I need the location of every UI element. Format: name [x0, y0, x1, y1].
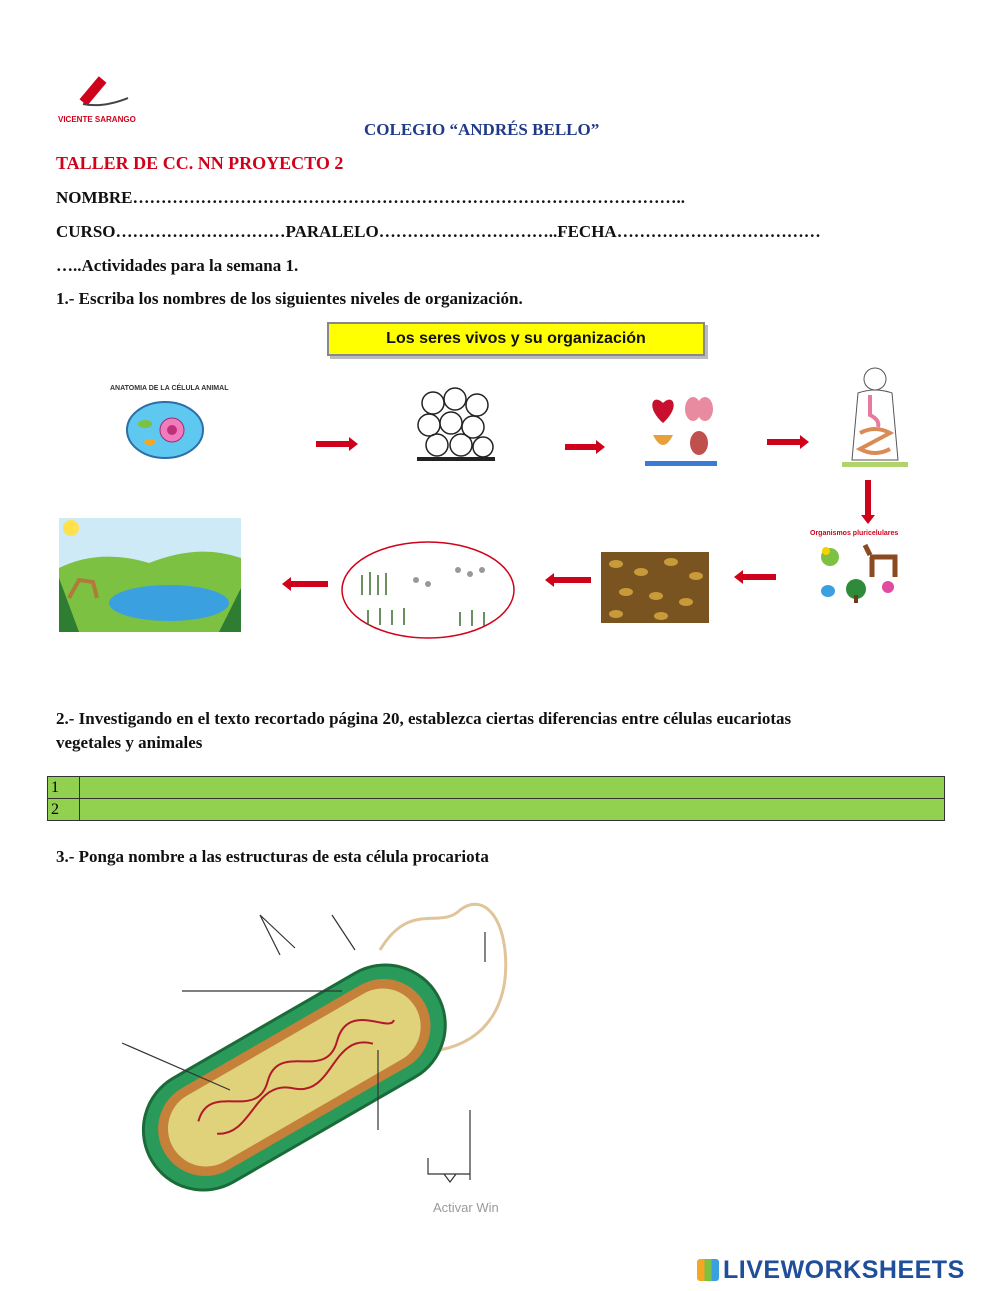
answer-cell[interactable]	[80, 777, 945, 799]
school-title: COLEGIO “ANDRÉS BELLO”	[364, 120, 600, 139]
question-2-line2: vegetales y animales	[56, 733, 203, 752]
organ-system-image	[838, 365, 912, 470]
community-icon	[340, 540, 516, 640]
author-name: VICENTE SARANGO	[58, 115, 136, 124]
brand-icon	[697, 1259, 719, 1281]
name-field[interactable]: NOMBRE……………………………………………………………………………………..	[56, 188, 685, 207]
arrow-left	[742, 574, 776, 580]
tissue-cells-icon	[415, 385, 497, 463]
digestive-system-icon	[838, 365, 912, 470]
workshop-title: TALLER DE CC. NN PROYECTO 2	[56, 153, 344, 173]
answer-cell[interactable]	[80, 799, 945, 821]
ecosystem-image	[59, 518, 241, 632]
prokaryote-cell-diagram	[110, 890, 520, 1220]
author-logo	[58, 68, 158, 124]
arrow-right	[565, 444, 597, 450]
liveworksheets-logo	[697, 1256, 965, 1285]
population-image	[601, 552, 709, 623]
tissue-image	[415, 385, 497, 463]
arrow-down	[865, 480, 871, 516]
answers-table	[47, 776, 945, 821]
animal-cell-image	[100, 385, 230, 465]
organisms-icon	[810, 537, 910, 607]
arrow-right	[316, 441, 350, 447]
table-row	[48, 777, 945, 799]
row-number: 2	[48, 799, 80, 821]
course-field[interactable]: CURSO…………………………PARALELO…………………………..FECHA………………………………	[56, 222, 821, 241]
bacterium-icon	[110, 890, 520, 1220]
week-heading: …..Actividades para la semana 1.	[56, 256, 299, 275]
question-3: 3.- Ponga nombre a las estructuras de esta célula procariota	[56, 847, 489, 866]
organs-icon	[645, 393, 717, 468]
question-2-line1: 2.- Investigando en el texto recortado página 20, establezca ciertas diferencias entre células eucariotas	[56, 709, 792, 728]
organisms-image	[810, 530, 910, 610]
pencil-icon	[58, 68, 158, 110]
organization-banner: Los seres vivos y su organización	[327, 322, 705, 356]
brand-name: LIVEWORKSHEETS	[723, 1256, 965, 1284]
question-1: 1.- Escriba los nombres de los siguientes niveles de organización.	[56, 289, 523, 308]
arrow-left	[553, 577, 591, 583]
table-row	[48, 799, 945, 821]
organs-image	[645, 393, 717, 468]
arrow-right	[767, 439, 801, 445]
arrow-left	[290, 581, 328, 587]
cell-caption: ANATOMIA DE LA CÉLULA ANIMAL	[110, 385, 229, 392]
ecosystem-icon	[59, 518, 241, 632]
row-number: 1	[48, 777, 80, 799]
activation-watermark: Activar Win	[433, 1200, 499, 1215]
bees-icon	[601, 552, 709, 623]
community-image	[340, 540, 516, 640]
organisms-caption: Organismos pluricelulares	[810, 530, 899, 537]
cell-icon	[100, 392, 230, 462]
